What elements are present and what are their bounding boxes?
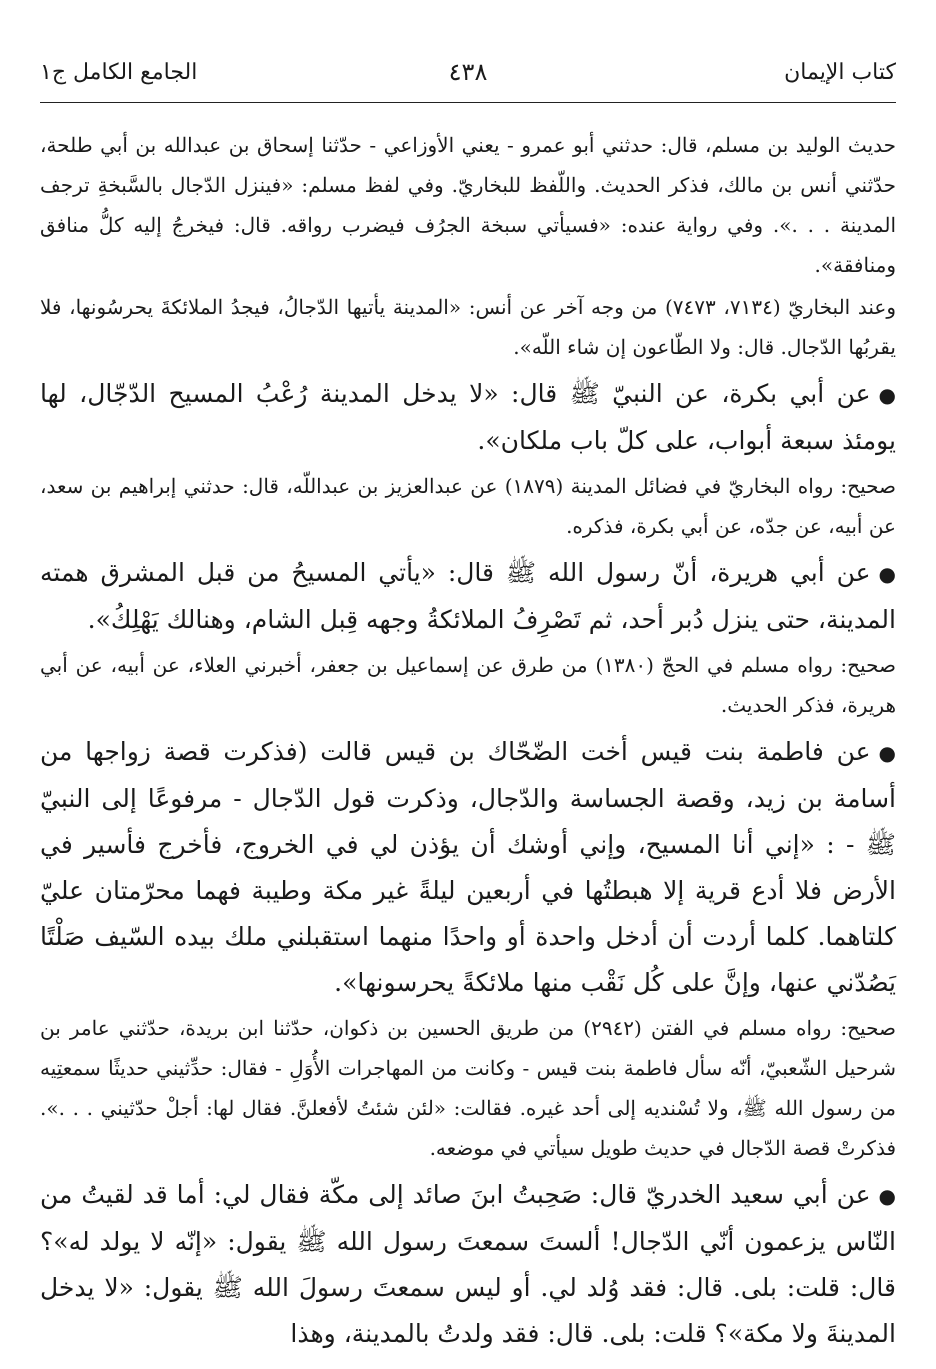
bullet-icon: ●: [878, 1184, 896, 1208]
hadith-paragraph: [40, 1172, 896, 1357]
commentary-paragraph: صحيح: رواه البخاريّ في فضائل المدينة (١٨٧٩) عن عبدالعزيز بن عبداللّه، قال: حدثني إبراهيم بن سعد، عن أبيه، عن جدّه، عن أبي بكرة، فذكره.: [40, 474, 896, 538]
bullet-icon: ●: [878, 741, 896, 765]
page-body: [40, 125, 896, 1357]
book-title: كتاب الإيمان: [784, 60, 896, 85]
commentary-paragraph: حديث الوليد بن مسلم، قال: حدثني أبو عمرو - يعني الأوزاعي - حدّثنا إسحاق بن عبدالله بن أبي طلحة، حدّثني أنس بن مالك، فذكر الحديث. واللّفظ للبخاريّ. وفي لفظ مسلم: «فينزل الدّجال بالسَّبخةِ ترجف المدينة . . .». وفي رواية عنده: «فسيأتي سبخة الجرُف فيضرب رواقه. قال: فيخرجُ إليه كلُّ منافق ومنافقة».: [40, 133, 896, 277]
hadith-text: عن أبي سعيد الخدريّ قال: صَحِبتُ ابنَ صائد إلى مكّة فقال لي: أما قد لقيتُ من النّاس يزعمون أنّي الدّجال! ألستَ سمعتَ رسول الله ﷺ يقول: «إنّه لا يولد له»؟ قال: قلت: بلى. قال: فقد وُلد لي. أو ليس سمعتَ رسولَ الله ﷺ يقول: «لا يدخل المدينةَ ولا مكة»؟ قلت: بلى. قال: فقد ولدتُ بالمدينة، وهذا: [40, 1180, 896, 1348]
hadith-paragraph: [40, 371, 896, 464]
page-number: ٤٣٨: [448, 58, 488, 86]
hadith-text: عن أبي بكرة، عن النبيّ ﷺ قال: «لا يدخل المدينة رُعْبُ المسيح الدّجّال، لها يومئذ سبعة أبواب، على كلّ باب ملكان».: [40, 379, 896, 455]
bullet-icon: ●: [878, 383, 896, 407]
commentary-paragraph: صحيح: رواه مسلم في الفتن (٢٩٤٢) من طريق الحسين بن ذكوان، حدّثنا ابن بريدة، حدّثني عامر بن شرحيل الشّعبيّ، أنّه سأل فاطمة بنت قيس - وكانت من المهاجرات الأُوَلِ - فقال: حدِّثيني حديثًا سمعتِيه من رسول الله ﷺ، ولا تُسْنديه إلى أحد غيره. فقالت: «لئن شئتُ لأفعلنَّ. فقال لها: أجلْ حدّثيني . . .». فذكرتْ قصة الدّجال في حديث طويل سيأتي في موضعه.: [40, 1016, 896, 1160]
commentary-paragraph: صحيح: رواه مسلم في الحجّ (١٣٨٠) من طرق عن إسماعيل بن جعفر، أخبرني العلاء، عن أبيه، عن أبي هريرة، فذكر الحديث.: [40, 653, 896, 717]
hadith-paragraph: [40, 729, 896, 1006]
series-title: الجامع الكامل ج١: [40, 60, 198, 85]
hadith-text: عن فاطمة بنت قيس أخت الضّحّاك بن قيس قالت (فذكرت قصة زواجها من أسامة بن زيد، وقصة الجساسة والدّجال، وذكرت قول الدّجال - مرفوعًا إلى النبيّ ﷺ - : «إني أنا المسيح، وإني أوشك أن يؤذن لي في الخروج، فأخرج فأسير في الأرض فلا أدع قرية إلا هبطتُها في أربعين ليلةً غير مكة وطيبة فهما محرّمتان عليّ كلتاهما. كلما أردت أن أدخل واحدة أو واحدًا منهما استقبلني ملك بيده السّيف صَلْتًا يَصُدّني عنها، وإنَّ على كُل نَقْب منها ملائكةً يحرسونها».: [40, 737, 896, 997]
bullet-icon: ●: [878, 562, 896, 586]
hadith-paragraph: [40, 550, 896, 643]
commentary-paragraph: وعند البخاريّ (٧١٣٤، ٧٤٧٣) من وجه آخر عن أنس: «المدينة يأتيها الدّجالُ، فيجدُ الملائكةَ يحرسُونها، فلا يقربُها الدّجال. قال: ولا الطّاعون إن شاء اللّه».: [40, 295, 896, 359]
page-header: [40, 52, 896, 103]
hadith-text: عن أبي هريرة، أنّ رسول الله ﷺ قال: «يأتي المسيحُ من قبل المشرق همته المدينة، حتى ينزل دُبر أحد، ثم تَصْرِفُ الملائكةُ وجهه قِبل الشام، وهنالك يَهْلِكُ».: [40, 558, 896, 634]
